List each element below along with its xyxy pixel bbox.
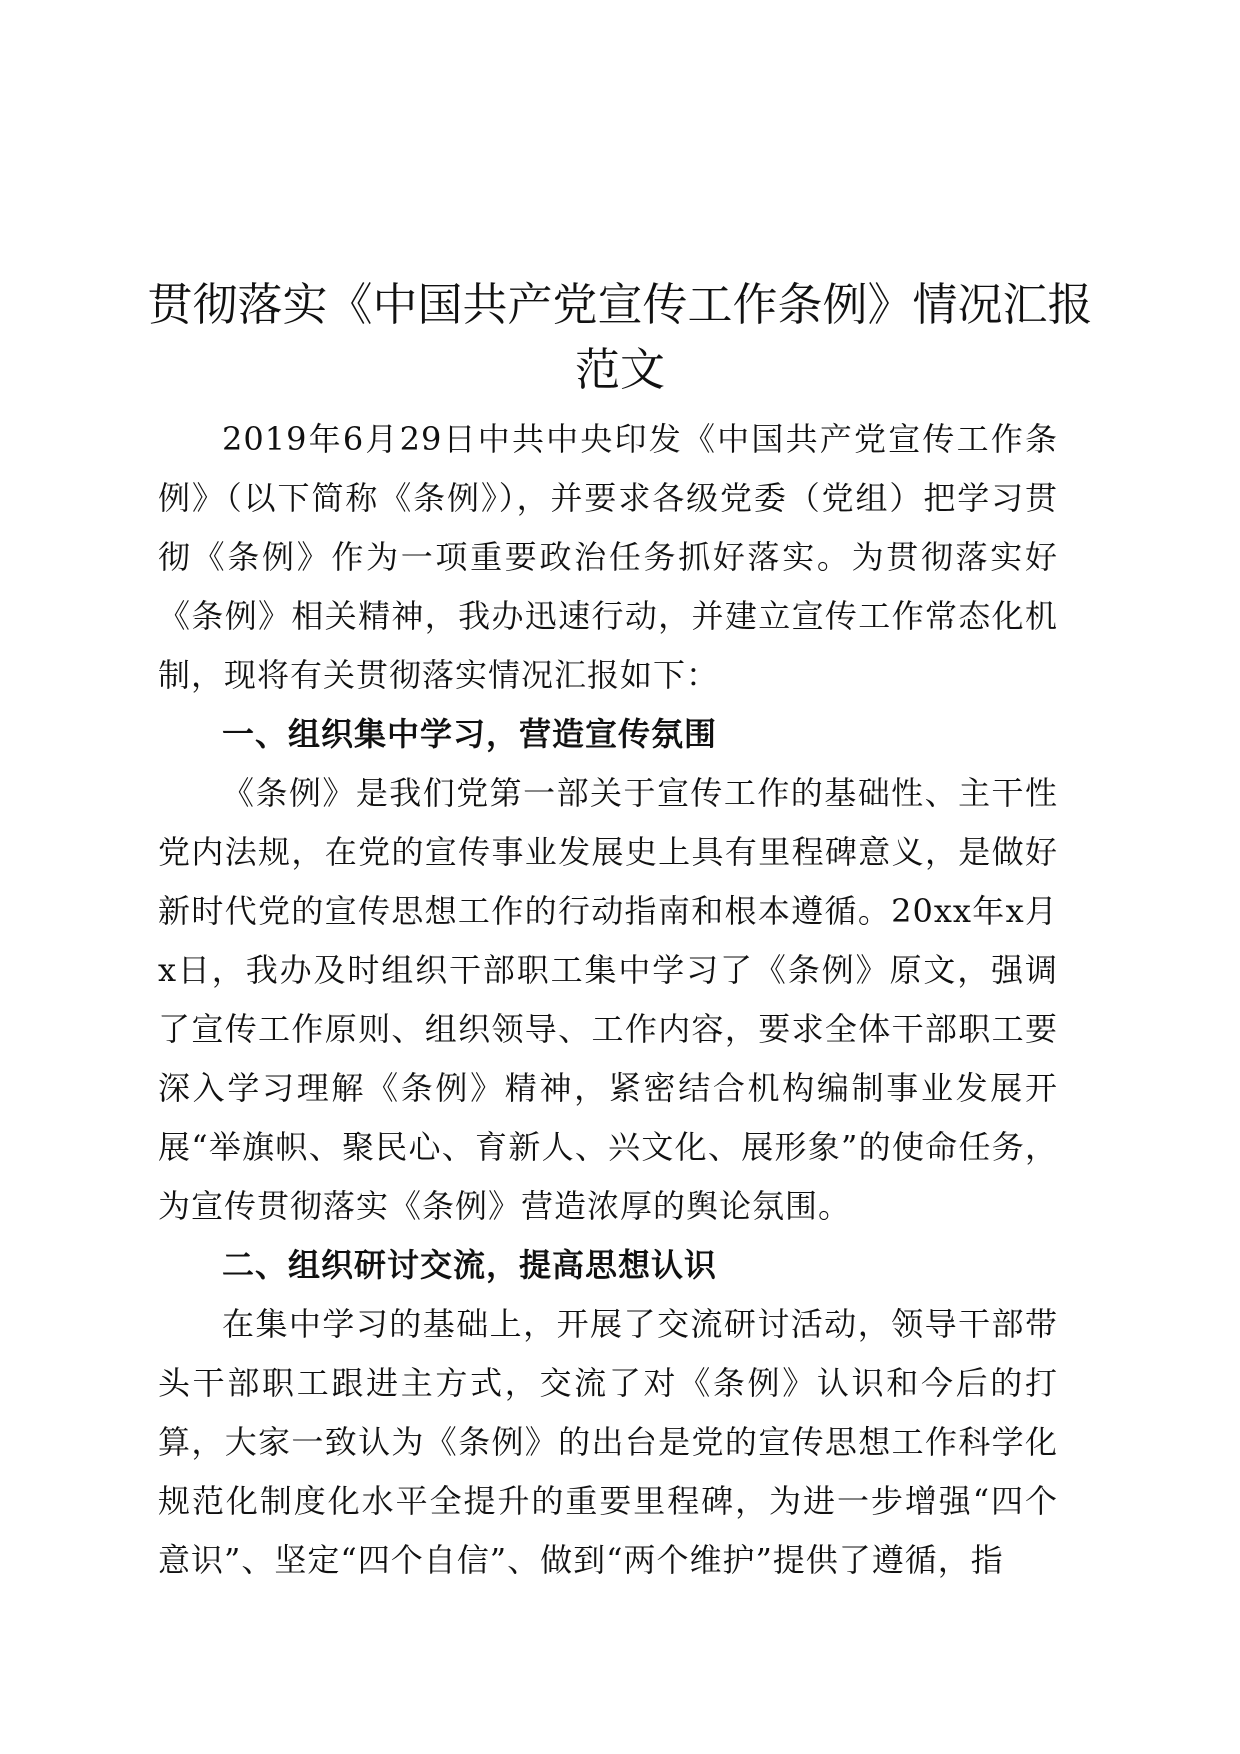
section-1-paragraph: 《条例》是我们党第一部关于宣传工作的基础性、主干性党内法规，在党的宣传事业发展史上具有里程碑意义，是做好新时代党的宣传思想工作的行动指南和根本遵循。20xx年x月x日，我办及时组织干部职工集中学习了《条例》原文，强调了宣传工作原则、组织领导、工作内容，要求全体干部职工要深入学习理解《条例》精神，紧密结合机构编制事业发展开展“举旗帜、聚民心、育新人、兴文化、展形象”的使命任务，为宣传贯彻落实《条例》营造浓厚的舆论氛围。: [158, 774, 1058, 1225]
document-title: 贯彻落实《中国共产党宣传工作条例》情况汇报范文: [147, 278, 1093, 396]
section-2-paragraph: 在集中学习的基础上，开展了交流研讨活动，领导干部带头干部职工跟进主方式，交流了对《条例》认识和今后的打算，大家一致认为《条例》的出台是党的宣传思想工作科学化规范化制度化水平全提升的重要里程碑，为进一步增强“四个意识”、坚定“四个自信”、做到“两个维护”提供了遵循，指: [158, 1305, 1058, 1579]
document-body: [158, 410, 1058, 1590]
section-heading-2: 二、组织研讨交流，提高思想认识: [222, 1246, 718, 1284]
section-heading-1: 一、组织集中学习，营造宣传氛围: [222, 715, 718, 753]
intro-paragraph: 2019年6月29日中共中央印发《中国共产党宣传工作条例》（以下简称《条例》），并要求各级党委（党组）把学习贯彻《条例》作为一项重要政治任务抓好落实。为贯彻落实好《条例》相关精神，我办迅速行动，并建立宣传工作常态化机制，现将有关贯彻落实情况汇报如下：: [158, 420, 1058, 694]
